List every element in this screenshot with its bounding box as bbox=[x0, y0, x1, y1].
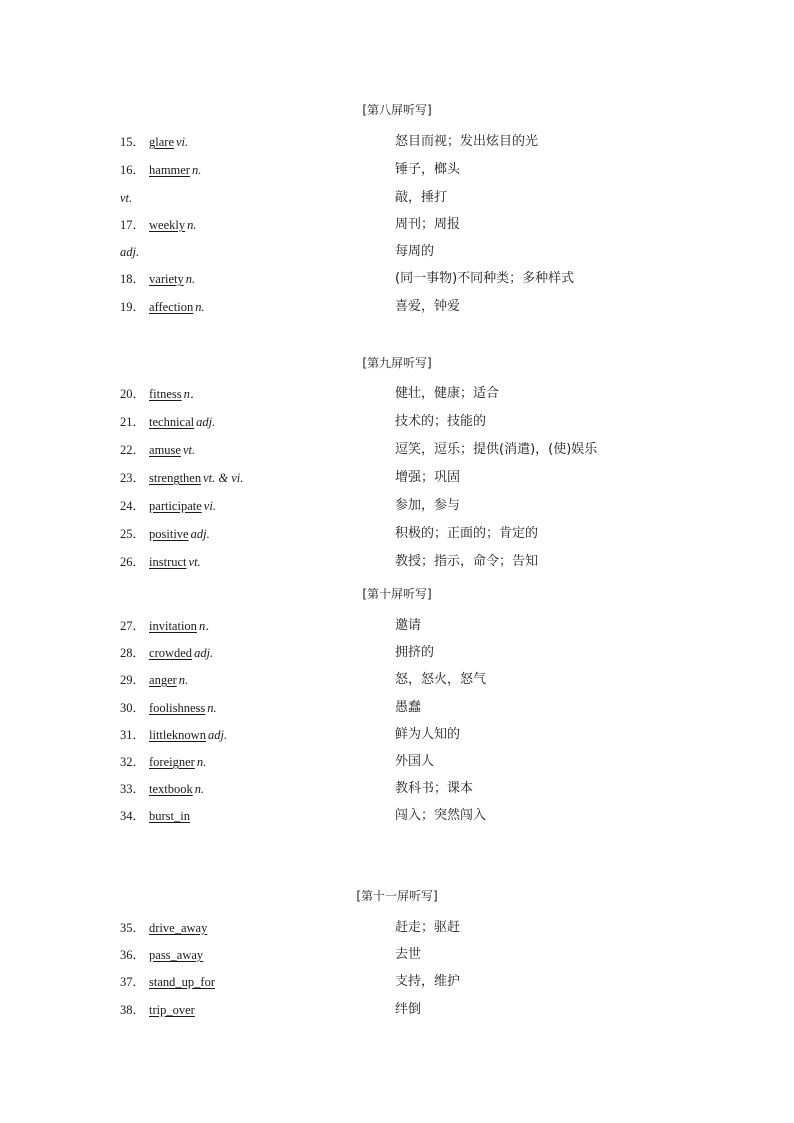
entry-number: 32． bbox=[120, 755, 146, 769]
section-heading: [第八屏听写] bbox=[362, 103, 432, 117]
entry-meaning: 教授；指示，命令；告知 bbox=[395, 554, 539, 569]
list-item bbox=[0, 973, 794, 993]
entry-number: 34． bbox=[120, 809, 146, 823]
entry-pos: n. bbox=[207, 701, 217, 715]
entry-word: weekly bbox=[149, 218, 186, 232]
entry-pos: n． bbox=[198, 619, 218, 633]
entry-pos: vi. bbox=[176, 135, 189, 149]
entry-pos: adj. bbox=[190, 527, 210, 541]
list-item bbox=[0, 726, 794, 746]
entry-meaning: 积极的；正面的；肯定的 bbox=[395, 526, 539, 541]
section-heading: [第十屏听写] bbox=[362, 587, 432, 601]
entry-word: participate bbox=[149, 499, 202, 513]
entry-pos: vi. bbox=[203, 499, 216, 513]
entry-number: 18． bbox=[120, 272, 146, 286]
entry-meaning: 周刊；周报 bbox=[395, 217, 461, 232]
list-item bbox=[0, 385, 794, 405]
entry-number: 23． bbox=[120, 471, 146, 485]
entry-pos: n. bbox=[196, 755, 207, 769]
list-item bbox=[0, 133, 794, 153]
entry-meaning: 怒目而视；发出炫目的光 bbox=[395, 134, 539, 149]
entry-meaning: 喜爱，钟爱 bbox=[395, 299, 461, 314]
entry-word: hammer bbox=[149, 163, 190, 177]
list-item bbox=[0, 243, 794, 263]
entry-pos: vt. bbox=[120, 191, 133, 205]
entry-word: instruct bbox=[149, 555, 187, 569]
entry-word: pass_away bbox=[149, 948, 204, 962]
section-heading: [第十一屏听写] bbox=[356, 889, 438, 903]
entry-number: 17． bbox=[120, 218, 146, 232]
list-item bbox=[0, 780, 794, 800]
entry-number: 35． bbox=[120, 921, 146, 935]
entry-number: 26． bbox=[120, 555, 146, 569]
entry-word: glare bbox=[149, 135, 174, 149]
entry-meaning: 邀请 bbox=[395, 618, 422, 633]
entry-word: textbook bbox=[149, 782, 193, 796]
list-item bbox=[0, 413, 794, 433]
entry-word: amuse bbox=[149, 443, 181, 457]
list-item bbox=[0, 807, 794, 827]
entry-pos: n. bbox=[194, 782, 205, 796]
list-item bbox=[0, 161, 794, 181]
entry-number: 28． bbox=[120, 646, 146, 660]
list-item bbox=[0, 497, 794, 517]
entry-meaning: 技术的；技能的 bbox=[395, 414, 487, 429]
list-item bbox=[0, 553, 794, 573]
entry-meaning: 愚蠢 bbox=[395, 700, 422, 715]
entry-pos: vt. bbox=[182, 443, 196, 457]
entry-number: 38． bbox=[120, 1003, 146, 1017]
entry-meaning: 参加，参与 bbox=[395, 498, 461, 513]
list-item bbox=[0, 946, 794, 966]
list-item bbox=[0, 644, 794, 664]
entry-pos: adj. bbox=[194, 646, 214, 660]
entry-word: variety bbox=[149, 272, 184, 286]
entry-pos: adj. bbox=[196, 415, 216, 429]
list-item bbox=[0, 469, 794, 489]
entry-meaning: (同一事物)不同种类；多种样式 bbox=[395, 271, 575, 286]
entry-number: 25． bbox=[120, 527, 146, 541]
entry-pos: n. bbox=[185, 272, 196, 286]
entry-meaning: 绊倒 bbox=[395, 1002, 422, 1017]
entry-word: affection bbox=[149, 300, 194, 314]
entry-number: 27． bbox=[120, 619, 146, 633]
entry-number: 16． bbox=[120, 163, 146, 177]
list-item bbox=[0, 671, 794, 691]
entry-word: invitation bbox=[149, 619, 197, 633]
entry-word: anger bbox=[149, 673, 177, 687]
entry-pos: vt. & vi. bbox=[203, 471, 244, 485]
list-item bbox=[0, 1001, 794, 1021]
entry-pos: n. bbox=[195, 300, 205, 314]
entry-number: 33． bbox=[120, 782, 146, 796]
entry-meaning: 拥挤的 bbox=[395, 645, 435, 660]
list-item bbox=[0, 617, 794, 637]
entry-pos: adj. bbox=[207, 728, 228, 742]
entry-number: 31． bbox=[120, 728, 146, 742]
entry-number: 37． bbox=[120, 975, 146, 989]
entry-word: trip_over bbox=[149, 1003, 195, 1017]
entry-meaning: 每周的 bbox=[395, 244, 435, 259]
entry-number: 15． bbox=[120, 135, 146, 149]
entry-meaning: 锤子，榔头 bbox=[395, 162, 461, 177]
list-item bbox=[0, 189, 794, 209]
entry-word: drive_away bbox=[149, 921, 208, 935]
entry-meaning: 逗笑，逗乐；提供(消遣)，(使)娱乐 bbox=[395, 442, 598, 457]
entry-word: stand_up_for bbox=[149, 975, 215, 989]
entry-meaning: 去世 bbox=[395, 947, 422, 962]
entry-meaning: 外国人 bbox=[395, 754, 435, 769]
entry-number: 24． bbox=[120, 499, 146, 513]
entry-meaning: 鲜为人知的 bbox=[395, 727, 461, 742]
entry-number: 19． bbox=[120, 300, 146, 314]
entry-word: foolishness bbox=[149, 701, 206, 715]
list-item bbox=[0, 441, 794, 461]
list-item bbox=[0, 753, 794, 773]
entry-pos: n. bbox=[187, 218, 197, 232]
list-item bbox=[0, 216, 794, 236]
entry-word: strengthen bbox=[149, 471, 202, 485]
entry-meaning: 怒，怒火，怒气 bbox=[395, 672, 487, 687]
entry-number: 20． bbox=[120, 387, 146, 401]
entry-number: 29． bbox=[120, 673, 146, 687]
entry-word: burst_in bbox=[149, 809, 190, 823]
entry-pos: vt. bbox=[188, 555, 201, 569]
list-item bbox=[0, 298, 794, 318]
entry-meaning: 敲，捶打 bbox=[395, 190, 448, 205]
entry-word: crowded bbox=[149, 646, 193, 660]
entry-meaning: 赶走；驱赶 bbox=[395, 920, 461, 935]
entry-number: 30． bbox=[120, 701, 146, 715]
entry-number: 36． bbox=[120, 948, 146, 962]
list-item bbox=[0, 270, 794, 290]
list-item bbox=[0, 919, 794, 939]
entry-meaning: 健壮，健康；适合 bbox=[395, 386, 500, 401]
entry-pos: adj. bbox=[120, 245, 140, 259]
entry-word: littleknown bbox=[149, 728, 206, 742]
entry-word: fitness bbox=[149, 387, 182, 401]
section-heading: [第九屏听写] bbox=[362, 356, 432, 370]
entry-meaning: 教科书；课本 bbox=[395, 781, 474, 796]
entry-pos: n． bbox=[183, 387, 203, 401]
list-item bbox=[0, 699, 794, 719]
entry-word: positive bbox=[149, 527, 189, 541]
entry-meaning: 支持，维护 bbox=[395, 974, 461, 989]
entry-meaning: 闯入；突然闯入 bbox=[395, 808, 487, 823]
entry-meaning: 增强；巩固 bbox=[395, 470, 461, 485]
entry-number: 21． bbox=[120, 415, 146, 429]
list-item bbox=[0, 525, 794, 545]
entry-pos: n. bbox=[191, 163, 202, 177]
entry-word: technical bbox=[149, 415, 195, 429]
entry-number: 22． bbox=[120, 443, 146, 457]
entry-word: foreigner bbox=[149, 755, 195, 769]
entry-pos: n. bbox=[178, 673, 189, 687]
